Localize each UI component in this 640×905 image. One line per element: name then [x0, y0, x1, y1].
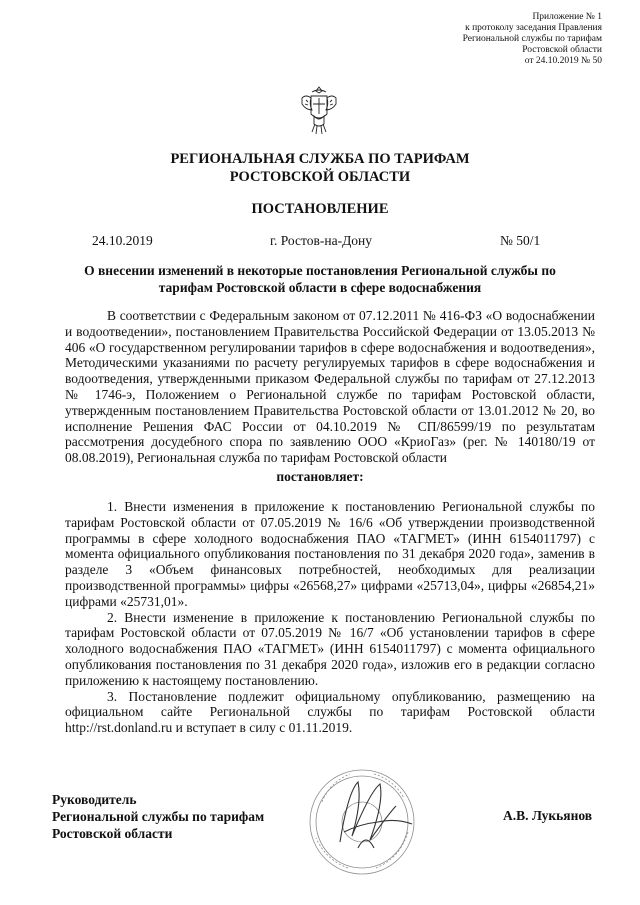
signer-title-line: Руководитель — [52, 792, 137, 807]
document-subject: О внесении изменений в некоторые постановления Региональной службы по тарифам Ростовской области в сфере водоснабжения — [84, 263, 556, 295]
signer-title — [52, 791, 264, 842]
document-city: г. Ростов-на-Дону — [270, 233, 373, 248]
agency-name-line1: РЕГИОНАЛЬНАЯ СЛУЖБА ПО ТАРИФАМ — [170, 151, 470, 167]
coat-of-arms-icon — [298, 84, 340, 136]
preamble — [65, 308, 595, 466]
decree-item: 2. Внести изменение в приложение к постановлению Региональной службы по тарифам Ростовской области от 07.05.2019 № 16/7 «Об установлении тарифов в сфере холодного водоснабжения ПАО «ТАГМЕТ» (ИНН 6154011797) с момента официального опубликования постановления по 31 декабря 2020 года», изложив его в редакции согласно приложению к настоящему постановлению. — [65, 609, 595, 688]
document-type: ПОСТАНОВЛЕНИЕ — [251, 201, 389, 217]
decree-item: 1. Внести изменения в приложение к постановлению Региональной службы по тарифам Ростовской области от 07.05.2019 № 16/6 «Об утверждении производственной программы в сфере холодного водоснабжения ПАО «ТАГМЕТ» (ИНН 6154011797) с момента официального опубликования постановления по 31 декабря 2020 года», заменив в разделе 3 «Объем финансовых потребностей, необходимых для реализации производственной программы» цифры «26568,27» цифрами «25713,04», цифры «26854,21» цифрами «25731,01». — [65, 499, 595, 609]
appendix-line: от 24.10.2019 № 50 — [524, 56, 602, 66]
signer-name: А.В. Лукьянов — [503, 808, 593, 823]
appendix-line: к протоколу заседания Правления — [465, 23, 602, 33]
decree-word: постановляет: — [276, 469, 364, 484]
signer-title-line: Ростовской области — [52, 826, 173, 841]
appendix-note — [382, 12, 602, 67]
round-seal-with-signature-icon — [300, 762, 440, 882]
appendix-line: Приложение № 1 — [532, 12, 602, 22]
document-date: 24.10.2019 — [92, 233, 153, 248]
decree-item: 3. Постановление подлежит официальному опубликованию, размещению на официальном сайте Региональной службы по тарифам Ростовской области http://rst.donland.ru и вступает в силу с 01.11.2019. — [65, 688, 595, 736]
document-number: № 50/1 — [500, 233, 541, 248]
appendix-line: Региональной службы по тарифам — [462, 34, 602, 44]
preamble-text: В соответствии с Федеральным законом от 07.12.2011 № 416-ФЗ «О водоснабжении и водоотведении», постановлением Правительства Российской Федерации от 13.05.2013 № 406 «О государственном регулировании тарифов в сфере водоснабжения и водоотведения», Методическими указаниями по расчету регулируемых тарифов в сфере водоснабжения и водоотведения, утвержденными приказом Федеральной службы по тарифам от 27.12.2013 № 1746-э, Положением о Региональной службе по тарифам Ростовской области, утвержденным постановлением Правительства Ростовской области от 13.01.2012 № 20, во исполнение Решения ФАС России от 04.10.2019 № СП/86599/19 по результатам рассмотрения досудебного спора по заявлению ООО «КриоГаз» (рег. № 140180/19 от 08.08.2019), Региональная служба по тарифам Ростовской области — [65, 308, 595, 466]
signer-title-line: Региональной службы по тарифам — [52, 809, 265, 824]
decree-items — [65, 499, 595, 736]
agency-name-line2: РОСТОВСКОЙ ОБЛАСТИ — [229, 169, 411, 185]
appendix-line: Ростовской области — [522, 45, 602, 55]
